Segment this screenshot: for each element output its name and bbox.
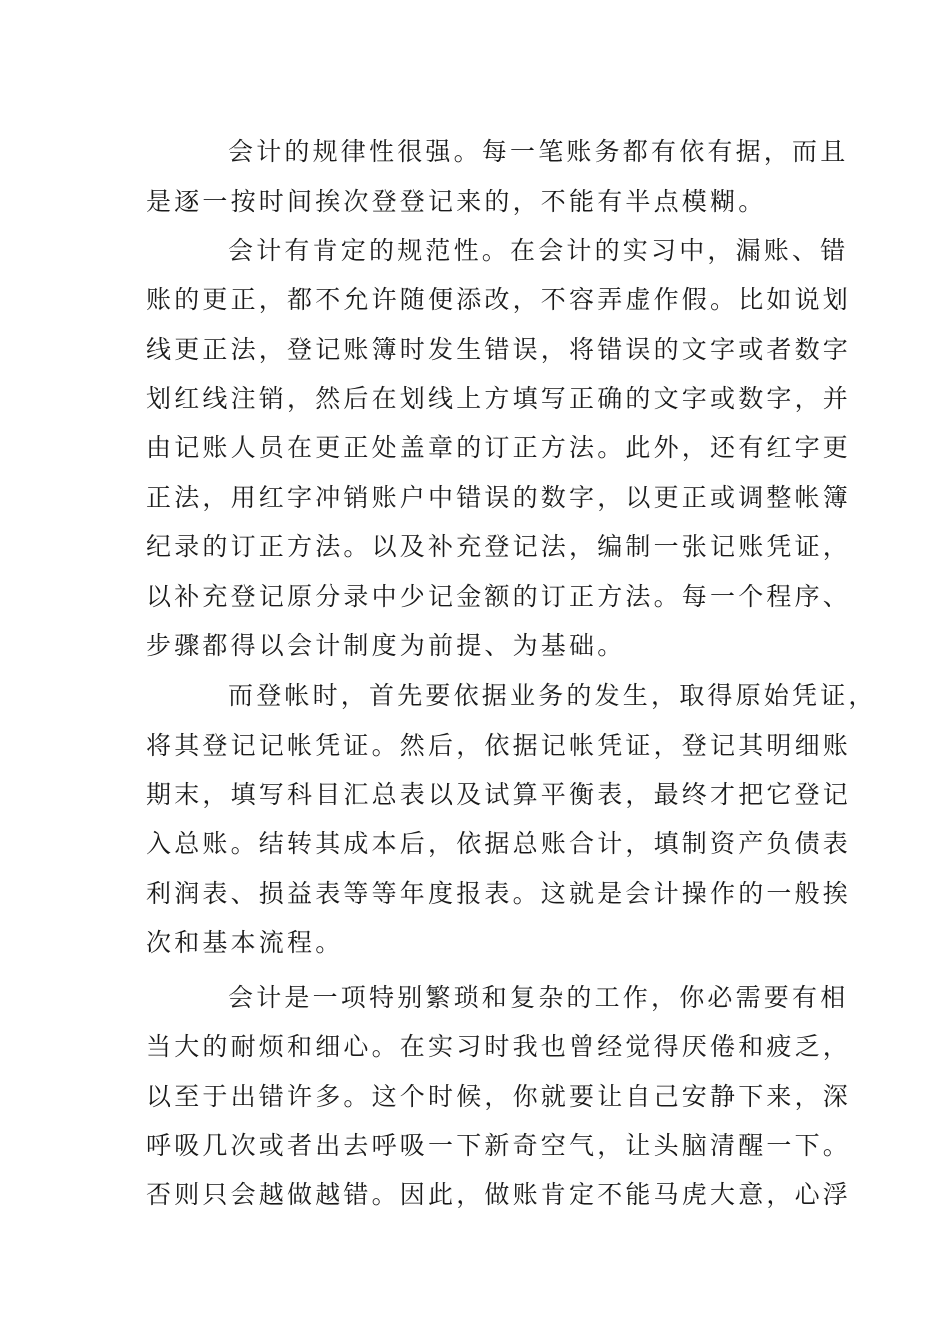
paragraph-2-line-7: 纪录的订正方法。以及补充登记法，编制一张记账凭证， <box>146 532 852 561</box>
paragraph-4-line-2: 当大的耐烦和细心。在实习时我也曾经觉得厌倦和疲乏， <box>146 1032 852 1061</box>
paragraph-2-line-6: 正法，用红字冲销账户中错误的数字，以更正或调整帐簿 <box>146 483 852 512</box>
paragraph-4-line-5: 否则只会越做越错。因此，做账肯定不能马虎大意，心浮 <box>146 1180 852 1209</box>
paragraph-2-line-2: 账的更正，都不允许随便添改，不容弄虚作假。比如说划 <box>146 285 852 314</box>
paragraph-1-line-1: 会计的规律性很强。每一笔账务都有依有据，而且 <box>228 137 849 166</box>
paragraph-3-line-2: 将其登记记帐凭证。然后，依据记帐凭证，登记其明细账 <box>146 731 852 760</box>
paragraph-3-line-3: 期末，填写科目汇总表以及试算平衡表，最终才把它登记 <box>146 780 852 809</box>
paragraph-3-line-6: 次和基本流程。 <box>146 928 344 957</box>
paragraph-4-line-3: 以至于出错许多。这个时候，你就要让自己安静下来，深 <box>146 1082 852 1111</box>
paragraph-2-line-9: 步骤都得以会计制度为前提、为基础。 <box>146 631 626 660</box>
paragraph-3-line-5: 利润表、损益表等等年度报表。这就是会计操作的一般挨 <box>146 879 852 908</box>
paragraph-1-line-2: 是逐一按时间挨次登登记来的，不能有半点模糊。 <box>146 187 767 216</box>
paragraph-2-line-1: 会计有肯定的规范性。在会计的实习中，漏账、错 <box>228 236 849 265</box>
paragraph-3-line-1: 而登帐时，首先要依据业务的发生，取得原始凭证， <box>228 681 877 710</box>
paragraph-2-line-8: 以补充登记原分录中少记金额的订正方法。每一个程序、 <box>146 582 852 611</box>
paragraph-2-line-3: 线更正法，登记账簿时发生错误，将错误的文字或者数字 <box>146 335 852 364</box>
paragraph-4-line-4: 呼吸几次或者出去呼吸一下新奇空气，让头脑清醒一下。 <box>146 1131 852 1160</box>
paragraph-2-line-5: 由记账人员在更正处盖章的订正方法。此外，还有红字更 <box>146 433 852 462</box>
paragraph-3-line-4: 入总账。结转其成本后，依据总账合计，填制资产负债表 <box>146 829 852 858</box>
paragraph-2-line-4: 划红线注销，然后在划线上方填写正确的文字或数字，并 <box>146 384 852 413</box>
paragraph-4-line-1: 会计是一项特别繁琐和复杂的工作，你必需要有相 <box>228 983 849 1012</box>
